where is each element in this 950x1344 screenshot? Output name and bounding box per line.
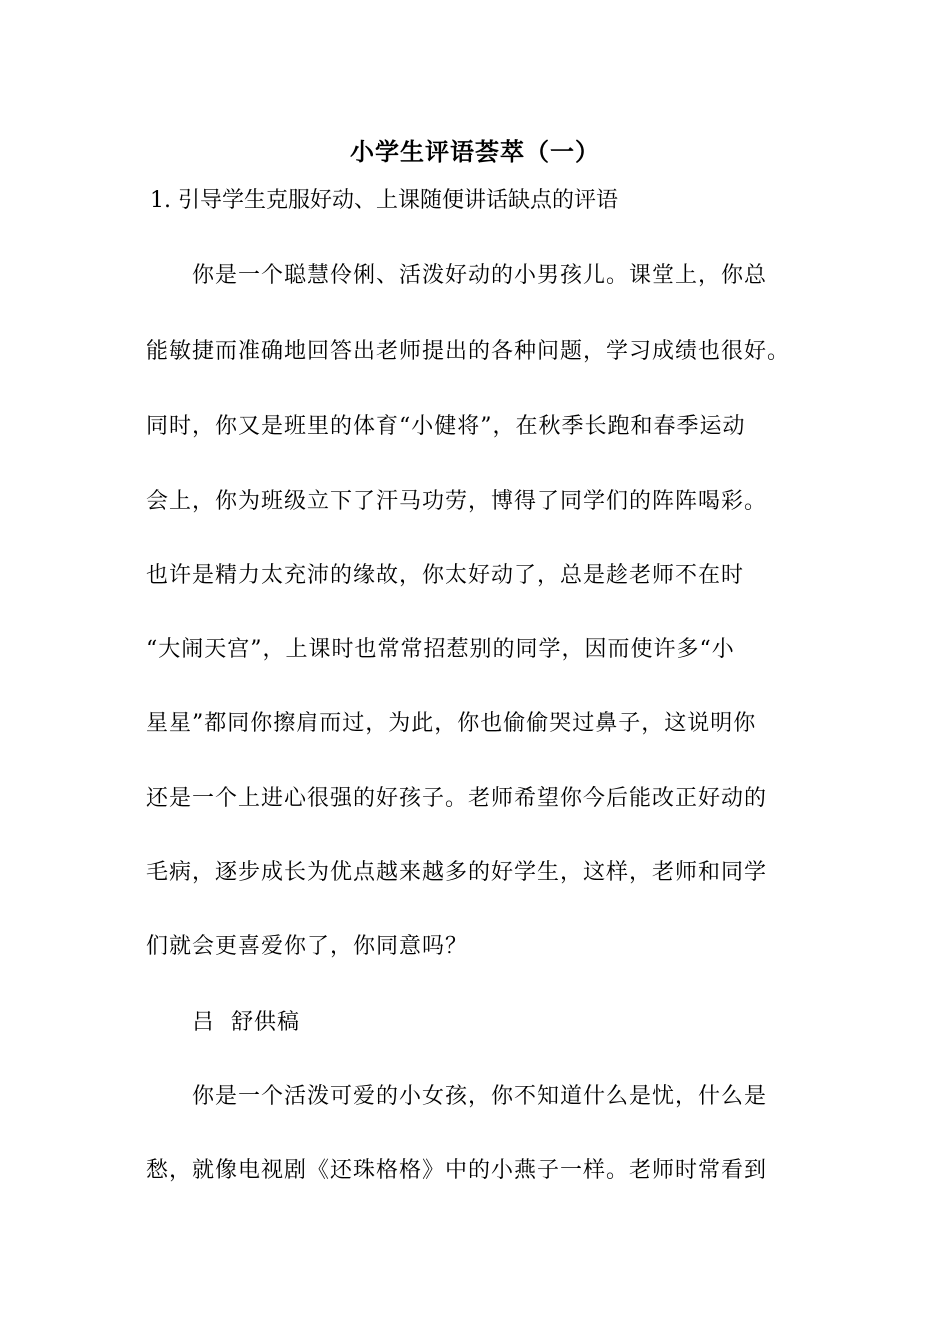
author-credit: 吕 舒供稿 bbox=[192, 1010, 300, 1035]
paragraph-2-line: 你是一个活泼可爱的小女孩，你不知道什么是忧，什么是 bbox=[192, 1084, 768, 1109]
section-heading: 1. 引导学生克服好动、上课随便讲话缺点的评语 bbox=[150, 188, 618, 213]
paragraph-1-line: 也许是精力太充沛的缘故，你太好动了，总是趁老师不在时 bbox=[146, 563, 745, 588]
paragraph-1-line: 还是一个上进心很强的好孩子。老师希望你今后能改正好动的 bbox=[146, 786, 768, 811]
paragraph-1-line: 们就会更喜爱你了，你同意吗？ bbox=[146, 934, 469, 959]
paragraph-1-line: 你是一个聪慧伶俐、活泼好动的小男孩儿。课堂上，你总 bbox=[192, 263, 768, 288]
paragraph-1-line: 能敏捷而准确地回答出老师提出的各种问题，学习成绩也很好。 bbox=[146, 339, 791, 364]
paragraph-1-line: “大闹天宫”，上课时也常常招惹别的同学，因而使许多“小 bbox=[146, 637, 735, 662]
paragraph-1-line: 会上，你为班级立下了汗马功劳，博得了同学们的阵阵喝彩。 bbox=[146, 489, 768, 514]
paragraph-2-line: 愁，就像电视剧《还珠格格》中的小燕子一样。老师时常看到 bbox=[146, 1158, 768, 1183]
document-title: 小学生评语荟萃（一） bbox=[350, 137, 600, 166]
paragraph-1-line: 同时，你又是班里的体育“小健将”，在秋季长跑和春季运动 bbox=[146, 414, 746, 439]
paragraph-1-line: 毛病，逐步成长为优点越来越多的好学生，这样，老师和同学 bbox=[146, 860, 768, 885]
paragraph-1-line: 星星”都同你擦肩而过，为此，你也偷偷哭过鼻子，这说明你 bbox=[146, 711, 757, 736]
